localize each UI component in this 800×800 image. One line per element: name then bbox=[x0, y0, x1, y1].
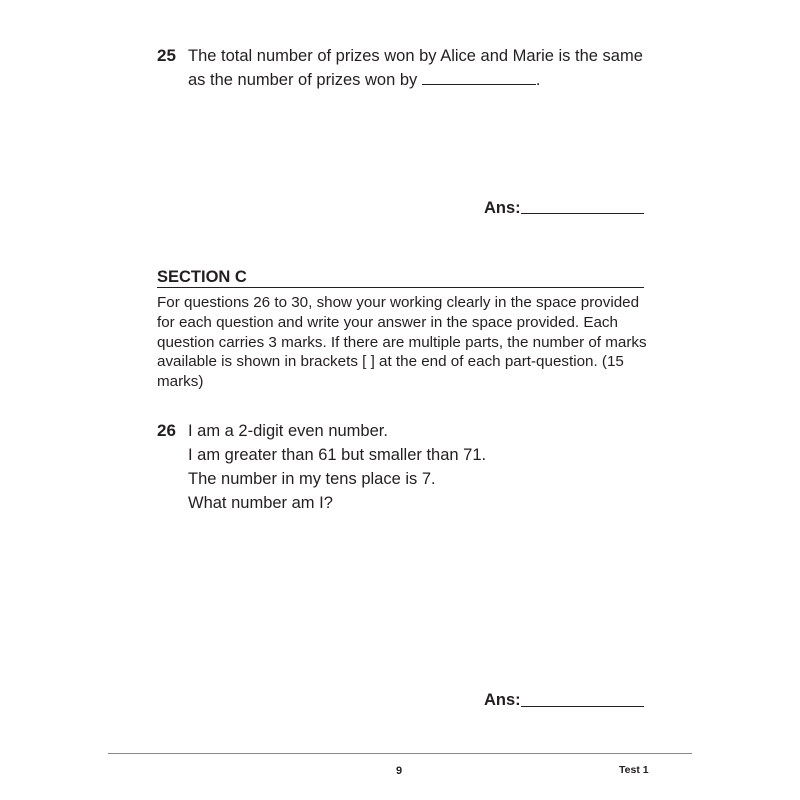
question-26-line-2: I am greater than 61 but smaller than 71. bbox=[188, 446, 487, 464]
section-c-rule bbox=[157, 287, 644, 288]
question-25-fill-blank[interactable] bbox=[422, 70, 536, 85]
page-number: 9 bbox=[396, 765, 403, 777]
question-25-line-1: The total number of prizes won by Alice and Marie is the same bbox=[188, 47, 643, 65]
question-26-number: 26 bbox=[157, 421, 176, 440]
question-26-line-4: What number am I? bbox=[188, 494, 333, 512]
question-25-number: 25 bbox=[157, 46, 176, 65]
question-25-answer-label: Ans: bbox=[484, 199, 521, 217]
footer-rule bbox=[108, 753, 692, 754]
question-26-answer-line[interactable] bbox=[521, 706, 644, 707]
question-26-line-3: The number in my tens place is 7. bbox=[188, 470, 436, 488]
question-26-text bbox=[188, 419, 486, 515]
question-25-line-2-prefix: as the number of prizes won by bbox=[188, 71, 418, 89]
question-25-line-2-suffix: . bbox=[535, 71, 541, 89]
question-26-answer-label: Ans: bbox=[484, 691, 521, 709]
section-c-instructions: For questions 26 to 30, show your working clearly in the space provided for each question and write your answer in the space provided. Each question carries 3 marks. If there are multiple parts, the number of marks available is shown in brackets [ ] at the end of each part-question. (15 marks) bbox=[157, 294, 647, 391]
question-25-text bbox=[188, 44, 658, 92]
question-25-answer-line[interactable] bbox=[521, 213, 644, 214]
question-25-line-2 bbox=[188, 68, 658, 92]
test-label: Test 1 bbox=[619, 764, 649, 776]
question-26-line-1: I am a 2-digit even number. bbox=[188, 422, 388, 440]
section-c-title: SECTION C bbox=[157, 268, 247, 286]
